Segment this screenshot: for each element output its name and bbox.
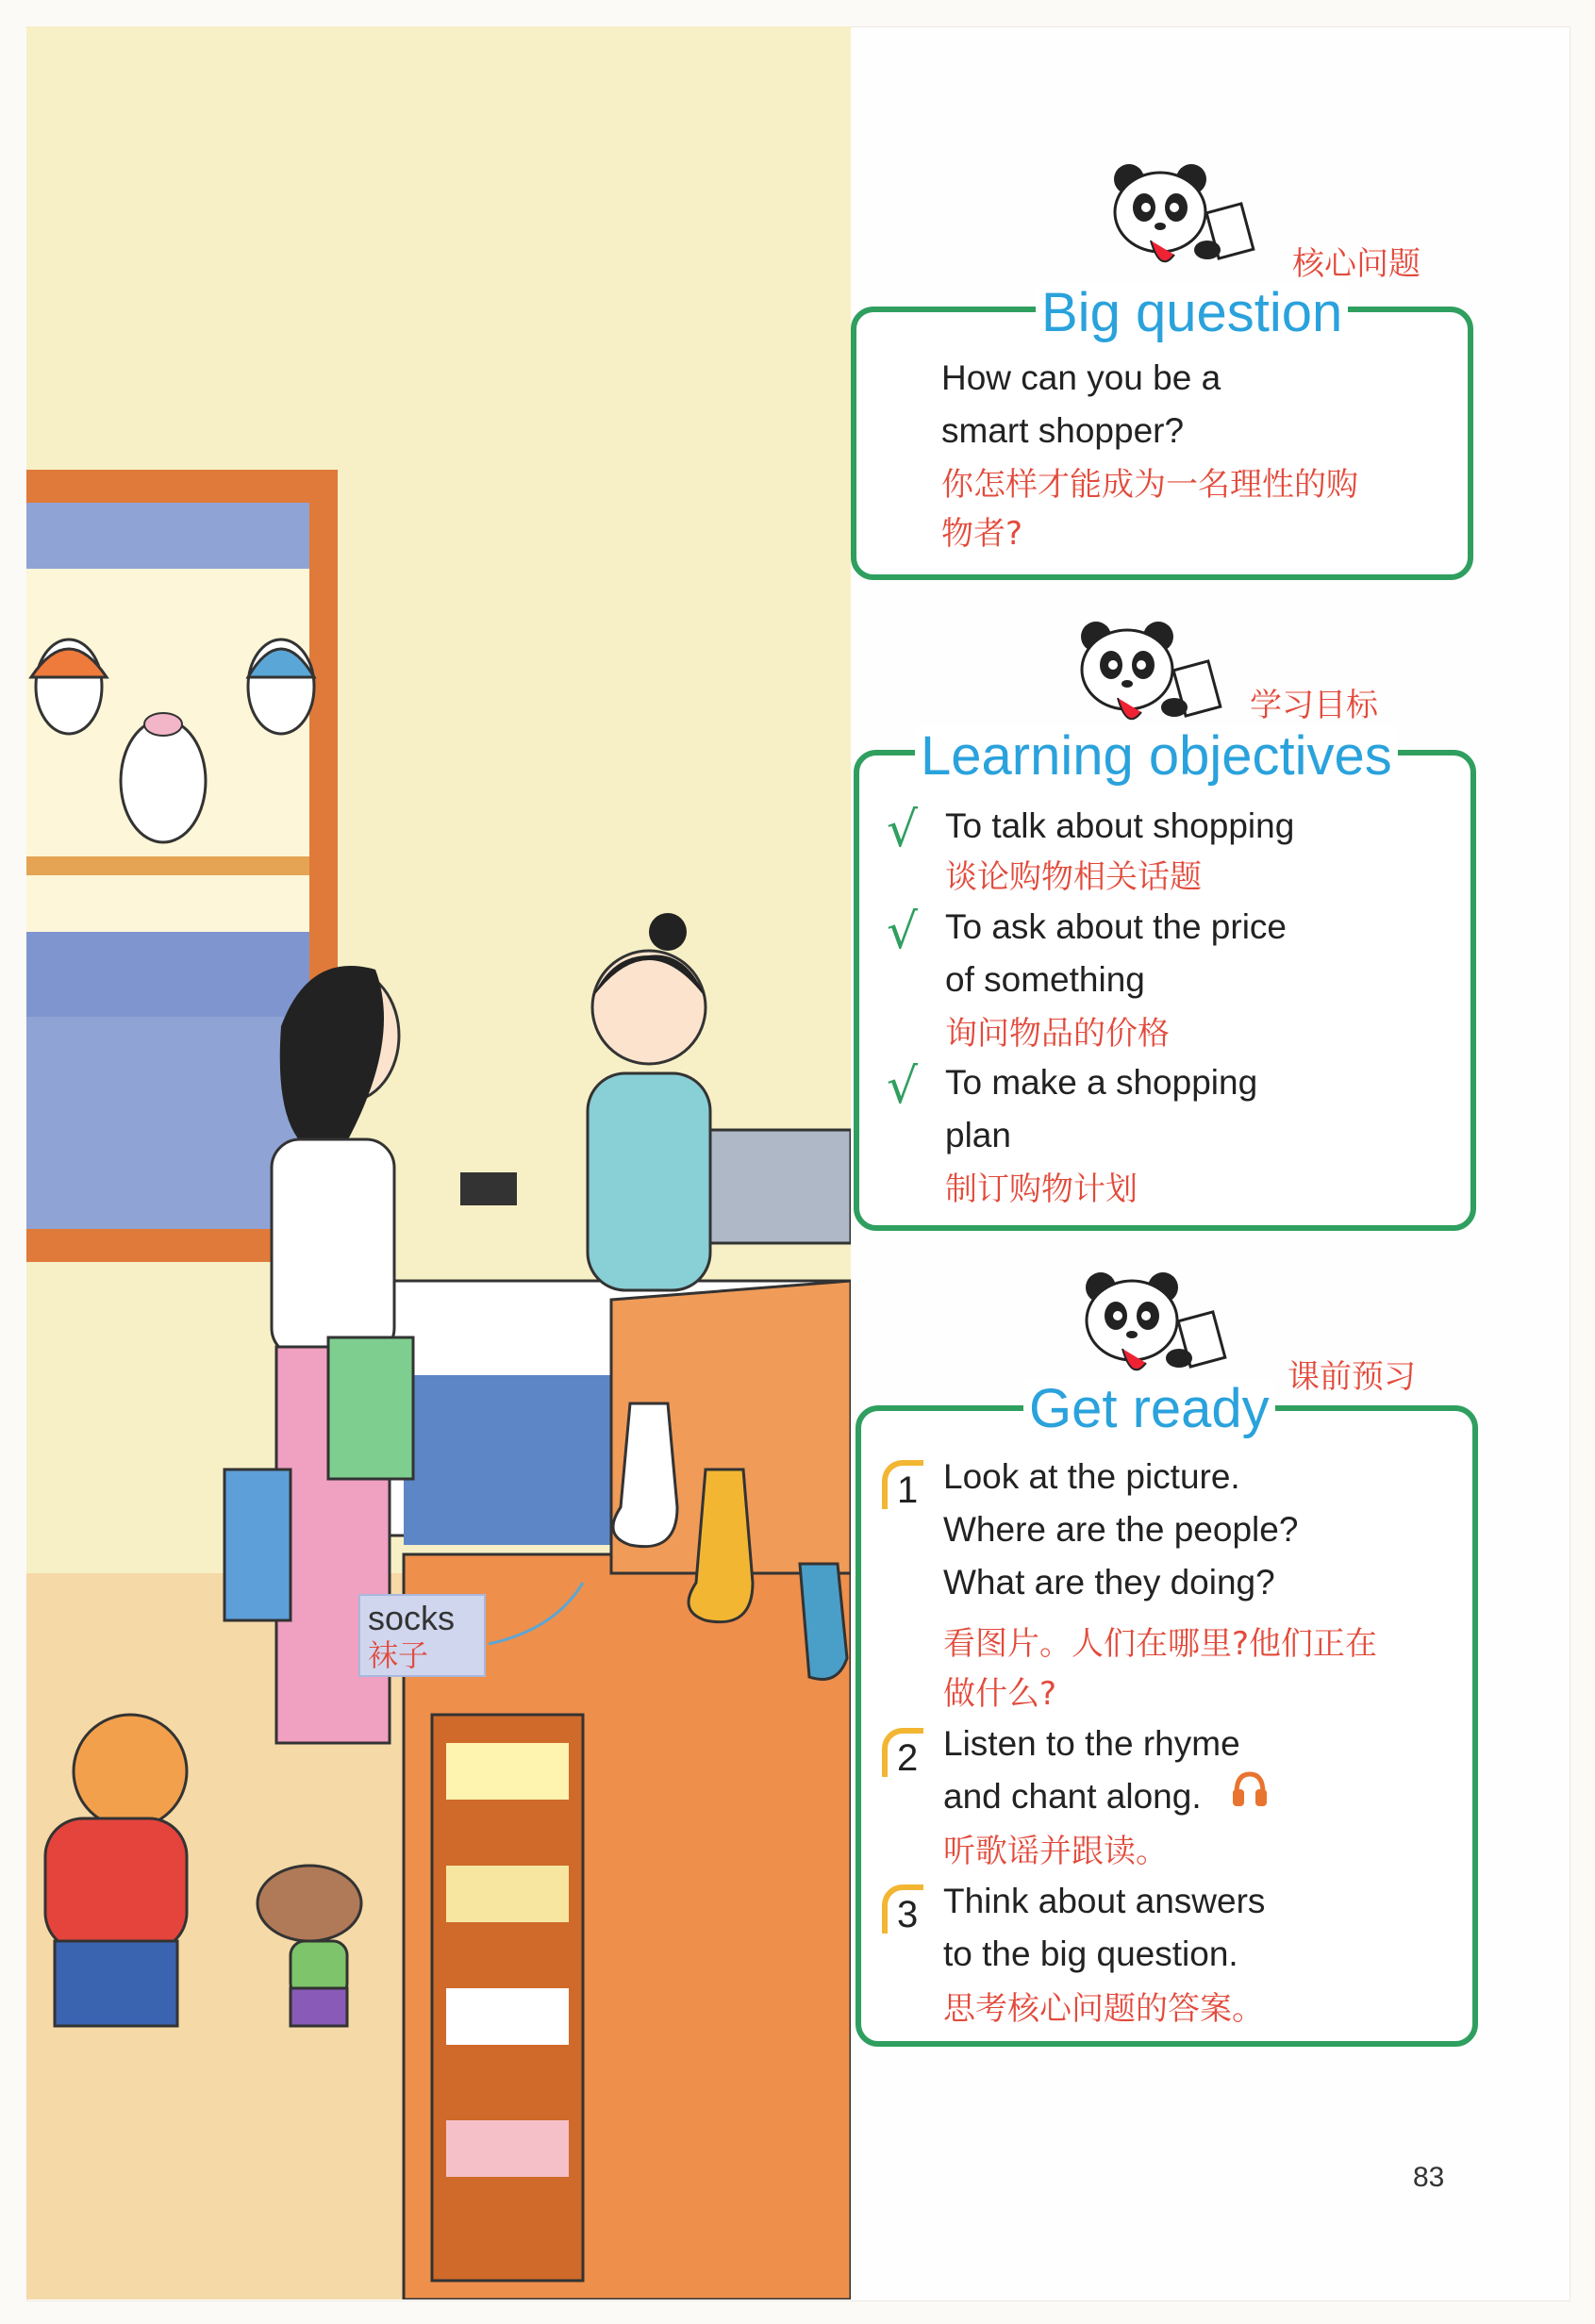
item-number-1: 1 <box>882 1460 923 1509</box>
big-question-line2: smart shopper? <box>941 411 1185 450</box>
learning-objectives-title: Learning objectives <box>915 726 1398 787</box>
objective-1-zh: 谈论购物相关话题 <box>945 858 1202 896</box>
big-question-zh2: 物者? <box>941 515 1023 553</box>
headphones-icon[interactable] <box>1231 1768 1269 1808</box>
get-ready-1-en1: Look at the picture. <box>943 1457 1240 1496</box>
get-ready-3-en1: Think about answers <box>943 1882 1266 1920</box>
item-number-3: 3 <box>882 1884 923 1934</box>
big-question-zh1: 你怎样才能成为一名理性的购 <box>941 466 1358 504</box>
objective-3-en2: plan <box>945 1116 1011 1154</box>
big-question-title: Big question <box>1036 283 1348 343</box>
get-ready-header-zh: 课前预习 <box>1288 1358 1416 1396</box>
get-ready-3-en2: to the big question. <box>943 1934 1238 1973</box>
get-ready-3-zh1: 思考核心问题的答案。 <box>943 1990 1264 2028</box>
get-ready-1-en2: Where are the people? <box>943 1510 1299 1549</box>
get-ready-2-en1: Listen to the rhyme <box>943 1724 1240 1763</box>
panda-mascot-icon <box>1080 1269 1231 1391</box>
get-ready-1-zh1: 看图片。人们在哪里?他们正在 <box>943 1625 1378 1663</box>
objective-2-en1: To ask about the price <box>945 907 1287 946</box>
get-ready-2-en2: and chant along. <box>943 1777 1202 1816</box>
get-ready-1-zh2: 做什么? <box>943 1675 1057 1713</box>
check-icon: √ <box>887 802 919 858</box>
check-icon: √ <box>887 904 919 960</box>
socks-label <box>358 1594 486 1677</box>
item-number-2: 2 <box>882 1728 923 1777</box>
objective-2-en2: of something <box>945 960 1145 999</box>
check-icon: √ <box>887 1058 919 1115</box>
get-ready-2-zh1: 听歌谣并跟读。 <box>943 1833 1168 1870</box>
objective-3-en1: To make a shopping <box>945 1063 1258 1102</box>
page-number: 83 <box>1413 2162 1445 2193</box>
get-ready-title: Get ready <box>1023 1379 1275 1439</box>
big-question-header-zh: 核心问题 <box>1292 245 1421 283</box>
objective-3-zh: 制订购物计划 <box>945 1170 1138 1208</box>
get-ready-1-en3: What are they doing? <box>943 1563 1275 1602</box>
panda-mascot-icon <box>1108 160 1259 283</box>
shop-illustration <box>26 26 851 2299</box>
learning-objectives-header-zh: 学习目标 <box>1250 687 1378 724</box>
socks-label-en: socks <box>368 1599 456 1637</box>
socks-label-zh: 袜子 <box>368 1637 429 1673</box>
objective-2-zh: 询问物品的价格 <box>945 1015 1170 1053</box>
big-question-line1: How can you be a <box>941 358 1221 397</box>
panda-mascot-icon <box>1075 618 1226 740</box>
objective-1-en: To talk about shopping <box>945 806 1295 845</box>
